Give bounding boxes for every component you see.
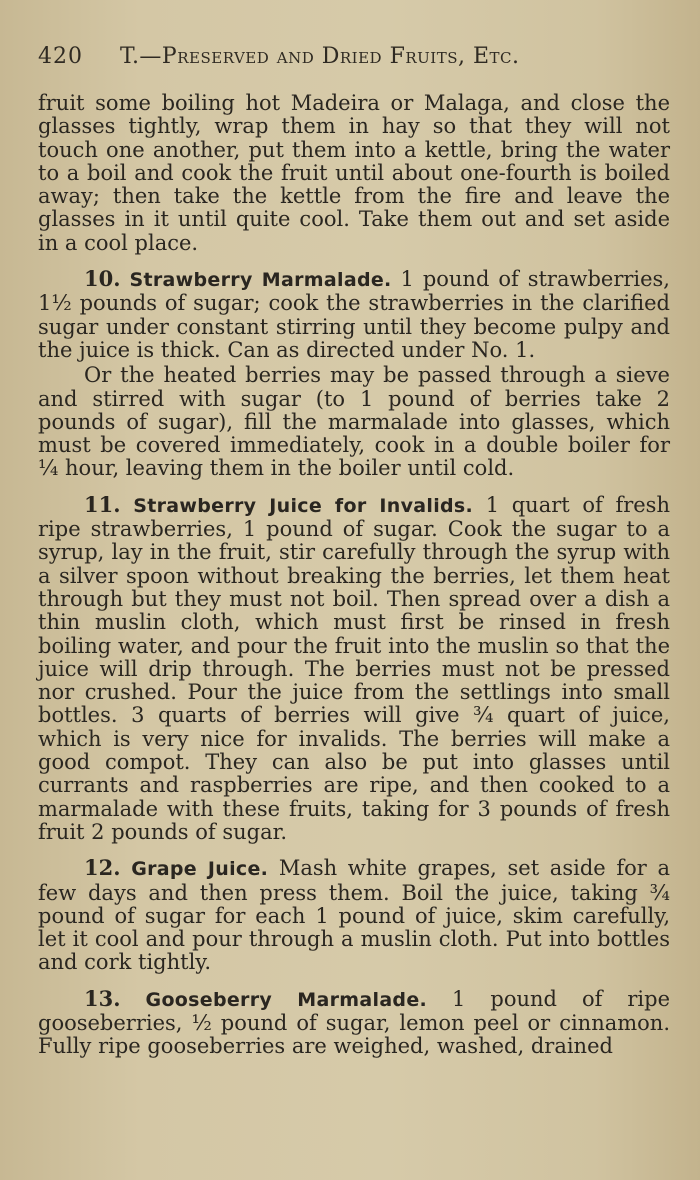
- paragraph-text: 1 pound of ripe gooseberries, ½ pound of sugar, lemon peel or cinnamon. Fully ripe gooseberries are weighed, washed, drained: [38, 986, 670, 1059]
- paragraph-continued: [38, 92, 670, 255]
- recipe-13-paragraph: [38, 987, 670, 1059]
- recipe-title: Grape Juice.: [131, 858, 269, 881]
- recipe-number: 10.: [84, 266, 121, 292]
- paragraph-text: Or the heated berries may be passed through a sieve and stirred with sugar (to 1 pound of berries take 2 pounds of sugar), fill the marmalade into glasses, which must be covered immediately, cook in a double boiler for ¼ hour, leaving them in the boiler until cold.: [38, 363, 670, 481]
- recipe-11-paragraph: [38, 493, 670, 844]
- recipe-number: 13.: [84, 985, 121, 1011]
- recipe-10-alternative-paragraph: [38, 364, 670, 480]
- paragraph-text: 1 pound of strawberries, 1½ pounds of sugar; cook the strawberries in the clarified sugar under constant stirring until they become pulpy and the juice is thick. Can as directed under No. 1.: [38, 267, 670, 362]
- running-head: [38, 44, 670, 92]
- paragraph-text: fruit some boiling hot Madeira or Malaga, and close the glasses tightly, wrap them in hay so that they will not touch one another, put them into a kettle, bring the water to a boil and cook the fruit until about one-fourth is boiled away; then take the kettle from the fire and leave the glasses in it until quite cool. Take them out and set aside in a cool place.: [38, 91, 670, 255]
- paragraph-text: Mash white grapes, set aside for a few days and then press them. Boil the juice, taking ¾ pound of sugar for each 1 pound of juice, skim carefully, let it cool and pour through a muslin cloth. Put into bottles and cork tightly.: [38, 856, 670, 975]
- chapter-title: T.—Preserved and Dried Fruits, Etc.: [120, 44, 520, 69]
- page-content: [38, 92, 670, 1059]
- recipe-12-paragraph: [38, 856, 670, 974]
- paragraph-text: 1 quart of fresh ripe strawberries, 1 pound of sugar. Cook the sugar to a syrup, lay in the fruit, stir carefully through the syrup with a silver spoon without breaking the berries, let them heat through but they must not boil. Then spread over a dish a thin muslin cloth, which must first be rinsed in fresh boiling water, and pour the fruit into the muslin so that the juice will drip through. The berries must not be pressed nor crushed. Pour the juice from the settlings into small bottles. 3 quarts of berries will give ¾ quart of juice, which is very nice for invalids. The berries will make a good compot. They can also be put into glasses until currants and raspberries are ripe, and then cooked to a marmalade with these fruits, taking for 3 pounds of fresh fruit 2 pounds of sugar.: [38, 492, 670, 844]
- recipe-title: Gooseberry Marmalade.: [145, 988, 428, 1011]
- recipe-number: 12.: [84, 855, 121, 881]
- recipe-title: Strawberry Juice for Invalids.: [133, 494, 474, 517]
- recipe-10-paragraph: [38, 267, 670, 362]
- recipe-number: 11.: [84, 491, 121, 517]
- page-number: 420: [38, 44, 83, 69]
- recipe-title: Strawberry Marmalade.: [129, 269, 392, 292]
